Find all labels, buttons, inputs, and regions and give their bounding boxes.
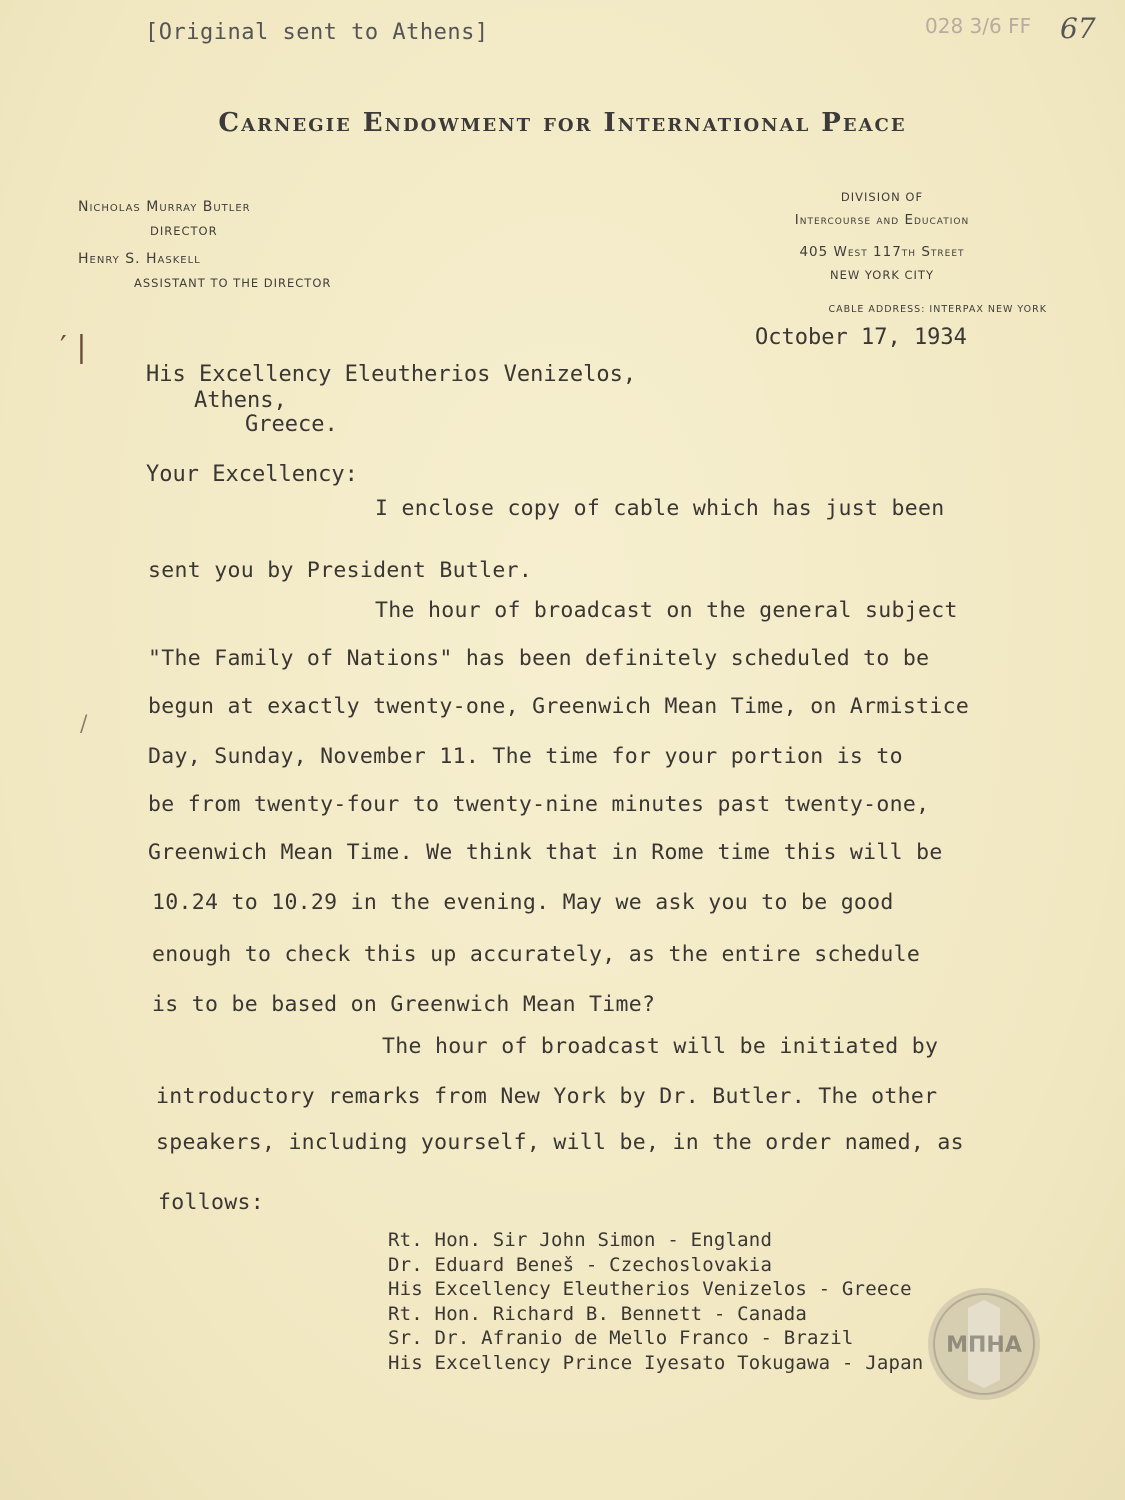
letterhead-staff: [78, 200, 331, 289]
salutation: Your Excellency:: [146, 462, 358, 487]
recipient-line3: Greece.: [245, 412, 338, 437]
assistant-title: ASSISTANT TO THE DIRECTOR: [134, 275, 332, 290]
margin-pencil-mark: /: [80, 712, 88, 737]
recipient-line2: Athens,: [194, 388, 287, 413]
speaker-item: Rt. Hon. Richard B. Bennett - Canada: [388, 1302, 808, 1325]
body-line: The hour of broadcast will be initiated by: [382, 1034, 939, 1059]
address-city: NEW YORK CITY: [829, 268, 934, 282]
margin-pencil-mark: ′ |: [60, 330, 87, 365]
speaker-item: Rt. Hon. Sir John Simon - England: [388, 1229, 773, 1251]
body-line: follows:: [158, 1190, 264, 1215]
director-title: DIRECTOR: [150, 224, 218, 238]
body-line: speakers, including yourself, will be, in the order named, as: [156, 1130, 964, 1155]
archive-watermark-stamp: [928, 1288, 1040, 1400]
body-line: I enclose copy of cable which has just been: [375, 496, 945, 521]
letter-date: October 17, 1934: [755, 325, 967, 350]
division-line1: DIVISION OF: [840, 190, 924, 204]
stamp-label: ΜΠΗΑ: [946, 1333, 1022, 1358]
body-line: be from twenty-four to twenty-nine minutes past twenty-one,: [148, 792, 930, 817]
letterhead-title: Carnegie Endowment for International Peace: [218, 108, 907, 138]
cable-address: CABLE ADDRESS: INTERPAX NEW YORK: [828, 304, 1047, 315]
body-line: "The Family of Nations" has been definitely scheduled to be: [148, 646, 930, 671]
speaker-item: His Excellency Prince Iyesato Tokugawa - Japan: [388, 1351, 924, 1374]
page-number: 67: [1060, 12, 1096, 45]
body-line: begun at exactly twenty-one, Greenwich Mean Time, on Armistice: [148, 694, 970, 719]
speaker-item: His Excellency Eleutherios Venizelos - Greece: [388, 1278, 912, 1300]
archive-reference: 028 3/6 FF: [925, 14, 1032, 38]
assistant-name: Henry S. Haskell: [78, 250, 201, 267]
speaker-list: [388, 1228, 923, 1375]
body-line: is to be based on Greenwich Mean Time?: [152, 992, 656, 1017]
body-line: sent you by President Butler.: [148, 558, 533, 583]
original-sent-note: [Original sent to Athens]: [145, 20, 489, 45]
speaker-item: Sr. Dr. Afranio de Mello Franco - Brazil: [388, 1327, 854, 1349]
body-line: enough to check this up accurately, as the entire schedule: [152, 942, 921, 967]
letterhead-division: [717, 190, 1047, 315]
body-line: 10.24 to 10.29 in the evening. May we ask you to be good: [152, 890, 894, 915]
archive-seal-icon: [928, 1288, 1040, 1400]
body-line: introductory remarks from New York by Dr. Butler. The other: [156, 1084, 938, 1109]
speaker-item: Dr. Eduard Beneš - Czechoslovakia: [388, 1253, 773, 1276]
body-line: The hour of broadcast on the general subject: [375, 598, 958, 623]
body-line: Greenwich Mean Time. We think that in Rome time this will be: [148, 840, 943, 865]
recipient-line1: His Excellency Eleutherios Venizelos,: [146, 362, 637, 387]
division-line2: Intercourse and Education: [794, 212, 970, 228]
body-line: Day, Sunday, November 11. The time for your portion is to: [148, 744, 903, 769]
address-street: 405 West 117th Street: [799, 244, 965, 260]
director-name: Nicholas Murray Butler: [78, 199, 251, 215]
